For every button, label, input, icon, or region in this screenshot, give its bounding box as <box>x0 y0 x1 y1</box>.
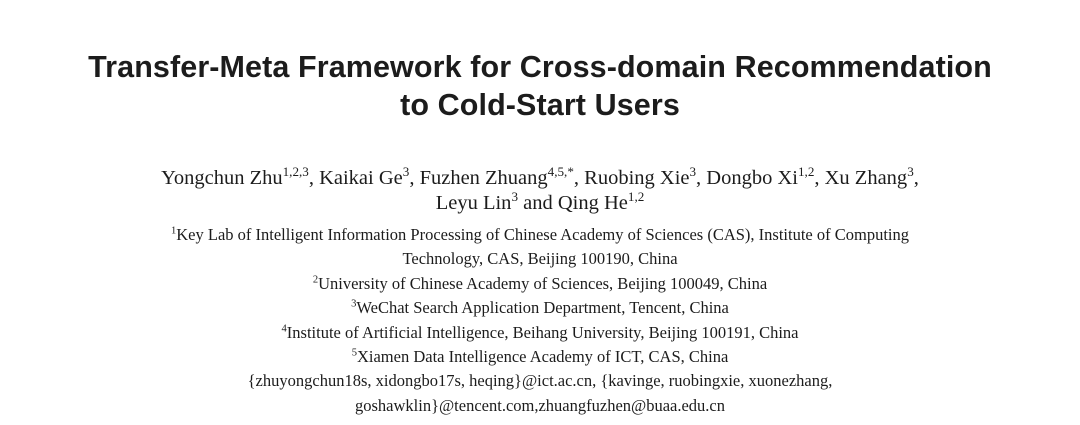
author-affiliation-marker: 3 <box>511 188 518 204</box>
author-affiliation-marker: 1,2 <box>797 163 815 179</box>
affiliation-text: WeChat Search Application Department, Tencent, China <box>356 298 729 318</box>
affiliation-marker: 4 <box>281 323 287 335</box>
affiliation-2 <box>0 272 1080 296</box>
author-name: Leyu Lin <box>435 192 512 214</box>
author-list <box>0 163 1080 216</box>
author-separator: , <box>814 167 825 189</box>
author-separator: , <box>913 167 919 189</box>
author-affiliation-marker: 1,2 <box>627 188 645 204</box>
affiliation-1 <box>0 223 1080 247</box>
author-affiliation-marker: 3 <box>402 163 410 179</box>
title-line-2: to Cold-Start Users <box>400 88 680 122</box>
affiliation-text: Technology, CAS, Beijing 100190, China <box>402 249 678 269</box>
email-line-1: {zhuyongchun18s, xidongbo17s, heqing}@ict.ac.cn, {kavinge, ruobingxie, xuonezhang, <box>247 371 833 391</box>
author-separator: and <box>518 192 558 214</box>
affiliation-1-continued <box>0 247 1080 271</box>
author-name: Dongbo Xi <box>706 167 798 189</box>
author-affiliation-marker: 1,2,3 <box>282 163 309 179</box>
author-separator: , <box>573 167 585 189</box>
author-name: Fuzhen Zhuang <box>419 167 548 189</box>
author-name: Yongchun Zhu <box>161 167 283 189</box>
author-affiliation-marker: 3 <box>689 163 697 179</box>
title-line-1: Transfer-Meta Framework for Cross-domain Recommendation <box>88 50 992 84</box>
author-separator: , <box>696 167 707 189</box>
affiliation-marker: 3 <box>351 298 357 310</box>
author-affiliation-marker: 3 <box>907 163 914 179</box>
affiliation-marker: 5 <box>351 347 357 359</box>
author-name: Kaikai Ge <box>319 167 403 189</box>
author-separator: , <box>409 167 420 189</box>
affiliation-text: Key Lab of Intelligent Information Processing of Chinese Academy of Sciences (CAS), Institute of Computing <box>176 225 909 244</box>
author-line-1 <box>0 163 1080 191</box>
author-name: Ruobing Xie <box>584 167 690 189</box>
author-line-2 <box>0 188 1080 216</box>
author-separator: , <box>308 167 320 189</box>
affiliation-list <box>0 223 1080 418</box>
affiliation-text: Institute of Artificial Intelligence, Beihang University, Beijing 100191, China <box>286 322 799 342</box>
author-affiliation-marker: 4,5,* <box>547 163 574 179</box>
affiliation-3 <box>0 296 1080 320</box>
affiliation-4 <box>0 321 1080 345</box>
affiliation-text: Xiamen Data Intelligence Academy of ICT, CAS, China <box>356 347 729 367</box>
affiliation-marker: 2 <box>312 274 319 286</box>
affiliation-marker: 1 <box>170 225 177 237</box>
email-line-2: goshawklin}@tencent.com,zhuangfuzhen@buaa.edu.cn <box>354 395 726 415</box>
affiliation-5 <box>0 345 1080 369</box>
author-name: Xu Zhang <box>824 167 908 189</box>
affiliation-text: University of Chinese Academy of Sciences, Beijing 100049, China <box>318 273 768 293</box>
paper-title <box>0 48 1080 124</box>
author-name: Qing He <box>557 192 628 214</box>
